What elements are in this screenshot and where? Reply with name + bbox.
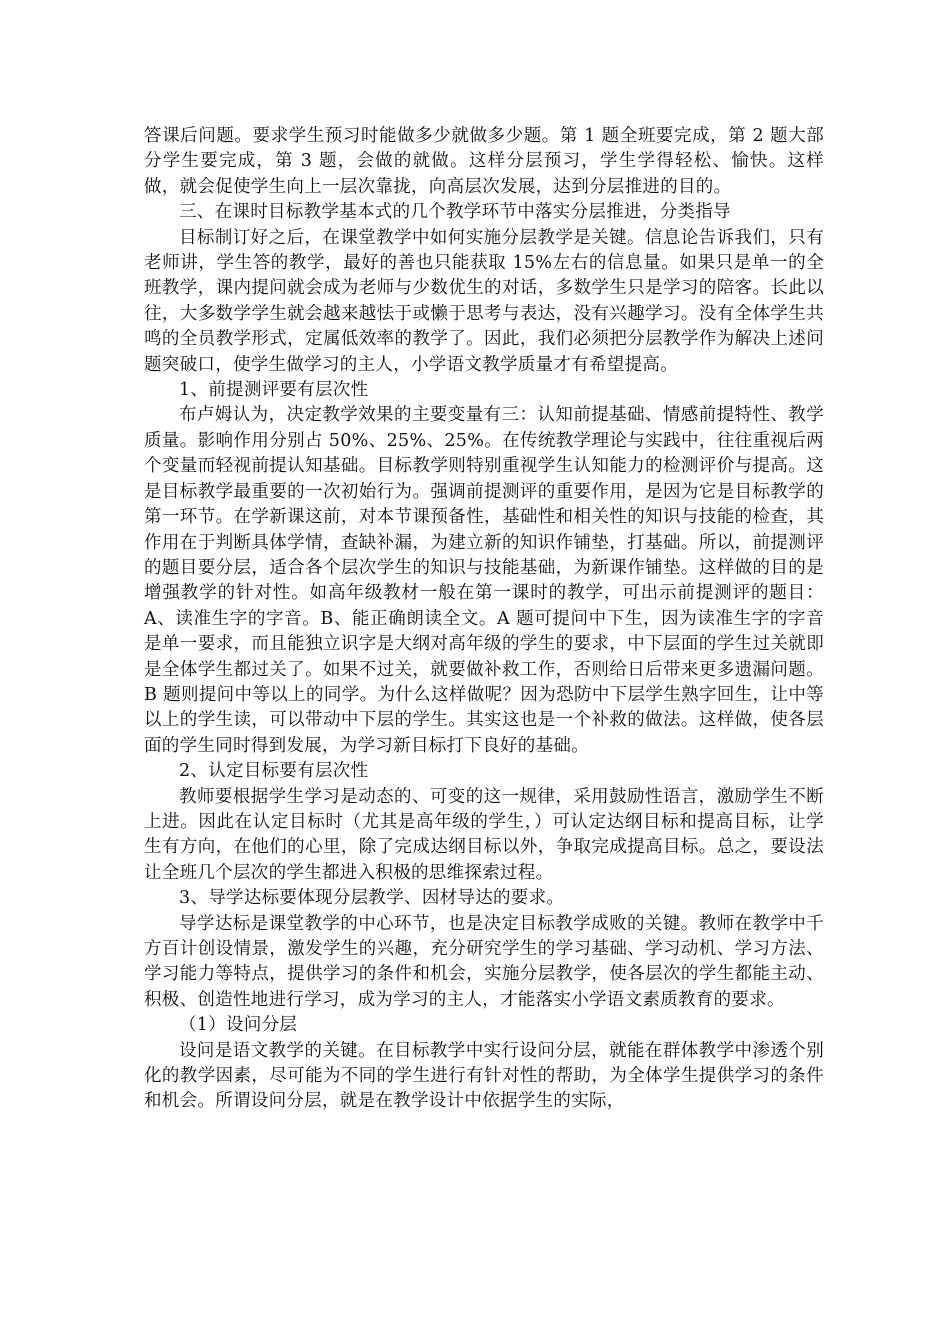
subheading-goal-setting: 2、认定目标要有层次性 — [179, 761, 369, 782]
subheading-layered-questioning: （1）设问分层 — [179, 1015, 298, 1036]
section-heading-three: 三、在课时目标教学基本式的几个教学环节中落实分层推进，分类指导 — [179, 202, 731, 223]
document-body — [144, 124, 824, 1115]
paragraph-continuation: 答课后问题。要求学生预习时能做多少就做多少题。第 1 题全班要完成，第 2 题大部分学生要完成，第 3 题，会做的就做。这样分层预习，学生学得轻松、愉快。这样做，就会促使学生向上一层次靠拢，向高层次发展，达到分层推进的目的。 — [144, 126, 824, 197]
paragraph-goal-setting: 教师要根据学生学习是动态的、可变的这一规律，采用鼓励性语言，激励学生不断上进。因此在认定目标时（尤其是高年级的学生，）可认定达纲目标和提高目标，让学生有方向，在他们的心里，除了完成达纲目标以外，争取完成提高目标。总之，要设法让全班几个层次的学生都进入积极的思维探索过程。 — [144, 786, 824, 883]
subheading-guided-learning: 3、导学达标要体现分层教学、因材导达的要求。 — [179, 888, 565, 909]
subheading-prerequisite-assessment: 1、前提测评要有层次性 — [179, 380, 369, 401]
paragraph-layered-teaching-key: 目标制订好之后，在课堂教学中如何实施分层教学是关键。信息论告诉我们，只有老师讲，学生答的教学，最好的善也只能获取 15%左右的信息量。如果只是单一的全班教学，课内提问就会成为老师与少数优生的对话，多数学生只是学习的陪客。长此以往，大多数学学生就会越来越怯于或懒于思考与表达，没有兴趣学习。没有全体学生共鸣的全员教学形式，定属低效率的教学了。因此，我们必须把分层教学作为解决上述问题突破口，使学生做学习的主人，小学语文教学质量才有希望提高。 — [144, 227, 824, 375]
paragraph-layered-questioning: 设问是语文教学的关键。在目标教学中实行设问分层，就能在群体教学中渗透个别化的教学因素，尽可能为不同的学生进行有针对性的帮助，为全体学生提供学习的条件和机会。所谓设问分层，就是在教学设计中依据学生的实际， — [144, 1040, 824, 1112]
paragraph-guided-learning: 导学达标是课堂教学的中心环节，也是决定目标教学成败的关键。教师在教学中千方百计创设情景，激发学生的兴趣，充分研究学生的学习基础、学习动机、学习方法、学习能力等特点，提供学习的条件和机会，实施分层教学，使各层次的学生都能主动、积极、创造性地进行学习，成为学习的主人，才能落实小学语文素质教育的要求。 — [144, 913, 824, 1010]
paragraph-bloom-variables: 布卢姆认为，决定教学效果的主要变量有三：认知前提基础、情感前提特性、教学质量。影响作用分别占 50%、25%、25%。在传统教学理论与实践中，往往重视后两个变量而轻视前提认知基础。目标教学则特别重视学生认知能力的检测评价与提高。这是目标教学最重要的一次初始行为。强调前提测评的重要作用，是因为它是目标教学的第一环节。在学新课这前，对本节课预备性，基础性和相关性的知识与技能的检查，其作用在于判断具体学情，查缺补漏，为建立新的知识作铺垫，打基础。所以，前提测评的题目要分层，适合各个层次学生的知识与技能基础，为新课作铺垫。这样做的目的是增强教学的针对性。如高年级教材一般在第一课时的教学，可出示前提测评的题目：A、读准生字的字音。B、能正确朗读全文。A 题可提问中下生，因为读准生字的字音是单一要求，而且能独立识字是大纲对高年级的学生的要求，中下层面的学生过关就即是全体学生都过关了。如果不过关，就要做补救工作，否则给日后带来更多遗漏问题。B 题则提问中等以上的同学。为什么这样做呢？因为恐防中下层学生熟字回生，让中等以上的学生读，可以带动中下层的学生。其实这也是一个补救的做法。这样做，使各层面的学生同时得到发展，为学习新目标打下良好的基础。 — [144, 405, 824, 756]
